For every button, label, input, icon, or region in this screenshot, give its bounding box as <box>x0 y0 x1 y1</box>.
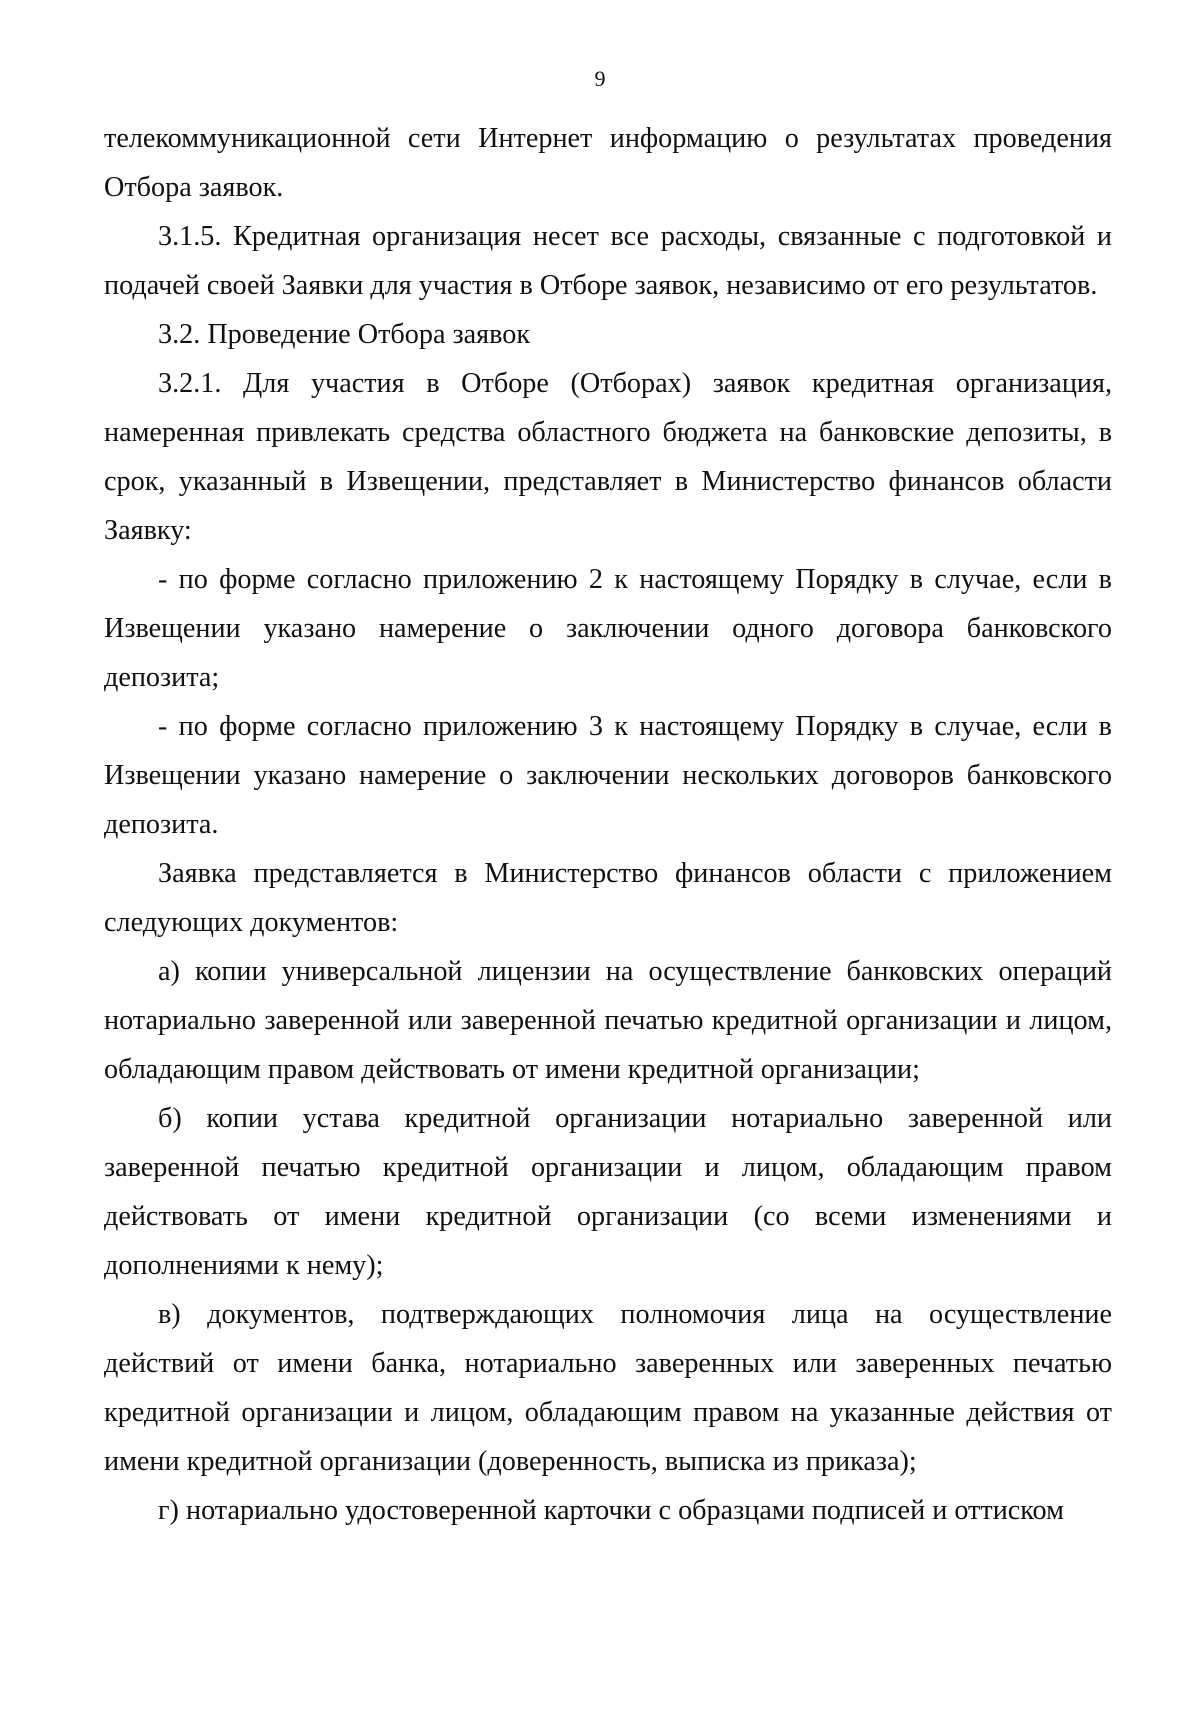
page-number: 9 <box>594 66 606 91</box>
list-item-b: б) копии устава кредитной организации нотариально заверенной или заверенной печатью кредитной организации и лицом, обладающим правом действовать от имени кредитной организации (со всеми изменениями и дополнениями к нему); <box>104 1103 1112 1281</box>
paragraph-application-documents: Заявка представляется в Министерство финансов области с приложением следующих документов: <box>104 858 1112 938</box>
list-item-v: в) документов, подтверждающих полномочия лица на осуществление действий от имени банка, нотариально заверенных или заверенных печатью кредитной организации и лицом, обладающим правом на указанные действия от имени кредитной организации (доверенность, выписка из приказа); <box>104 1299 1112 1477</box>
paragraph-3-1-5: 3.1.5. Кредитная организация несет все расходы, связанные с подготовкой и подачей своей Заявки для участия в Отборе заявок, независимо от его результатов. <box>104 221 1112 301</box>
document-body <box>104 114 1112 1535</box>
list-item-form-appendix-2: - по форме согласно приложению 2 к настоящему Порядку в случае, если в Извещении указано намерение о заключении одного договора банковского депозита; <box>104 564 1112 693</box>
list-item-g: г) нотариально удостоверенной карточки с образцами подписей и оттиском <box>158 1495 1064 1526</box>
list-item-form-appendix-3: - по форме согласно приложению 3 к настоящему Порядку в случае, если в Извещении указано намерение о заключении нескольких договоров банковского депозита. <box>104 711 1112 840</box>
section-heading-3-2: 3.2. Проведение Отбора заявок <box>158 319 531 350</box>
paragraph-continuation: телекоммуникационной сети Интернет информацию о результатах проведения Отбора заявок. <box>104 123 1112 203</box>
paragraph-3-2-1: 3.2.1. Для участия в Отборе (Отборах) заявок кредитная организация, намеренная привлекать средства областного бюджета на банковские депозиты, в срок, указанный в Извещении, представляет в Министерство финансов области Заявку: <box>104 368 1112 546</box>
list-item-a: а) копии универсальной лицензии на осуществление банковских операций нотариально заверенной или заверенной печатью кредитной организации и лицом, обладающим правом действовать от имени кредитной организации; <box>104 956 1112 1085</box>
